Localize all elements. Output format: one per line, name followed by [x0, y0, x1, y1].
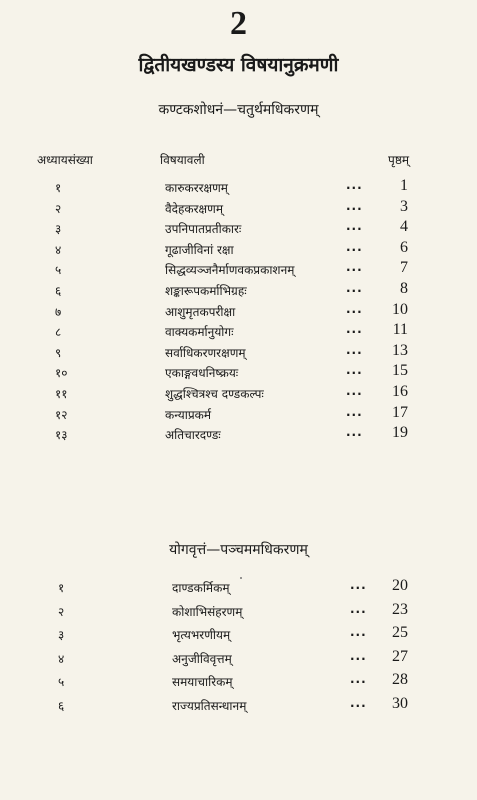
toc-row: [0, 362, 477, 383]
chapter-title: राज्यप्रतिसन्धानम्: [172, 698, 247, 713]
chapter-title: कारुकररक्षणम्: [165, 181, 228, 195]
chapter-number: ४: [55, 242, 62, 257]
chapter-title: गूढाजीविनां रक्षा: [165, 242, 234, 257]
chapter-number: ७: [55, 304, 62, 319]
chapter-title: भृत्यभरणीयम्: [172, 628, 231, 643]
leader-dots: ...: [350, 601, 367, 616]
chapter-number: २: [55, 201, 62, 216]
leader-dots: ...: [346, 404, 363, 419]
page-ref: 7: [400, 259, 408, 277]
page-ref: 27: [392, 647, 408, 665]
chapter-number: १: [58, 581, 65, 595]
page-ref: 8: [400, 279, 408, 297]
page-ref: 19: [392, 424, 408, 442]
toc-row: [0, 404, 477, 425]
leader-dots: ...: [346, 260, 363, 275]
toc-row: [0, 280, 477, 301]
chapter-title: शुद्धश्चित्रश्च दण्डकल्पः: [165, 386, 264, 401]
chapter-title: कन्याप्रकर्म: [165, 407, 212, 422]
toc-row: [0, 601, 477, 625]
page-ref: 15: [392, 362, 408, 380]
leader-dots: ...: [350, 578, 367, 592]
section-heading: कण्टकशोधनं—चतुर्थमधिकरणम्: [158, 102, 319, 118]
leader-dots: ...: [350, 625, 367, 640]
chapter-title: अनुजीविवृत्तम्: [172, 651, 232, 666]
chapter-title: कोशाभिसंहरणम्: [172, 604, 243, 619]
leader-dots: ...: [346, 342, 363, 357]
leader-dots: ...: [346, 239, 363, 254]
toc-row: [0, 671, 477, 695]
chapter-number: १०: [55, 366, 68, 381]
chapter-title: आशुमृतकपरीक्षा: [165, 304, 236, 319]
toc-row: [0, 177, 477, 198]
page-ref: 3: [400, 197, 408, 215]
chapter-number: ४: [58, 651, 65, 666]
page-ref: 30: [392, 694, 408, 712]
chapter-title: उपनिपातप्रतीकारः: [165, 222, 242, 237]
toc-row: [0, 383, 477, 404]
chapter-number: ३: [55, 222, 62, 237]
toc-row: [0, 424, 477, 445]
page-ref: 25: [392, 624, 408, 642]
chapter-number: ३: [58, 628, 65, 643]
page-ref: 1: [400, 177, 408, 194]
chapter-number: ११: [55, 386, 68, 401]
toc-row: [0, 321, 477, 342]
toc-row: [0, 342, 477, 363]
leader-dots: ...: [346, 322, 363, 337]
toc-row: [0, 577, 477, 601]
chapter-number: ६: [58, 698, 65, 713]
chapter-number: ५: [55, 263, 62, 278]
chapter-number: ९: [55, 345, 62, 360]
chapter-number: १२: [55, 407, 68, 422]
section-heading: योगवृत्तं—पञ्चममधिकरणम्: [169, 542, 308, 558]
leader-dots: ...: [346, 425, 363, 440]
chapter-title: वैदेहकरक्षणम्: [165, 201, 223, 216]
table-of-contents-section-2: [0, 577, 477, 719]
toc-row: [0, 218, 477, 239]
chapter-number: १: [55, 181, 62, 195]
page-number: 2: [230, 5, 247, 42]
page-ref: 13: [392, 341, 408, 359]
page-ref: 16: [392, 382, 408, 400]
page-ref: 10: [392, 300, 408, 318]
page-ref: 6: [400, 238, 408, 256]
leader-dots: ...: [350, 695, 367, 710]
column-header-page: पृष्ठम्: [388, 153, 410, 167]
toc-row: [0, 259, 477, 280]
chapter-number: १३: [55, 428, 68, 443]
table-of-contents-section-1: [0, 177, 477, 445]
page-ref: 23: [392, 600, 408, 618]
chapter-title: दाण्डकर्मिकम्: [172, 581, 230, 595]
chapter-title: सिद्धव्यञ्जनैर्माणवकप्रकाशनम्: [165, 263, 295, 278]
column-header-number: अध्यायसंख्या: [37, 153, 93, 167]
toc-row: [0, 301, 477, 322]
leader-dots: ...: [346, 219, 363, 234]
chapter-title: एकाङ्गवधनिष्क्रयः: [165, 366, 239, 381]
page-ref: 17: [392, 403, 408, 421]
column-header-subject: विषयावली: [160, 153, 205, 167]
chapter-title: अतिचारदण्डः: [165, 428, 221, 443]
chapter-number: २: [58, 604, 65, 619]
leader-dots: ...: [346, 383, 363, 398]
leader-dots: ...: [346, 198, 363, 213]
toc-row: [0, 198, 477, 219]
chapter-title: सर्वाधिकरणरक्षणम्: [165, 345, 246, 360]
chapter-title: समयाचारिकम्: [172, 675, 233, 690]
page-ref: 28: [392, 671, 408, 689]
chapter-number: ८: [55, 325, 62, 340]
leader-dots: ...: [350, 672, 367, 687]
leader-dots: ...: [346, 280, 363, 295]
leader-dots: ...: [346, 178, 363, 192]
leader-dots: ...: [346, 363, 363, 378]
toc-row: [0, 695, 477, 719]
chapter-number: ५: [58, 675, 65, 690]
page-ref: 20: [392, 577, 408, 594]
chapter-title: वाक्यकर्मानुयोगः: [165, 325, 234, 340]
page-ref: 11: [392, 321, 408, 339]
leader-dots: ...: [346, 301, 363, 316]
leader-dots: ...: [350, 648, 367, 663]
chapter-title: शङ्कारूपकर्माभिग्रहः: [165, 283, 247, 298]
chapter-number: ६: [55, 283, 62, 298]
toc-row: [0, 239, 477, 260]
document-title: द्वितीयखण्डस्य विषयानुक्रमणी: [138, 54, 339, 76]
toc-row: [0, 648, 477, 672]
page-ref: 4: [400, 218, 408, 236]
toc-row: [0, 624, 477, 648]
